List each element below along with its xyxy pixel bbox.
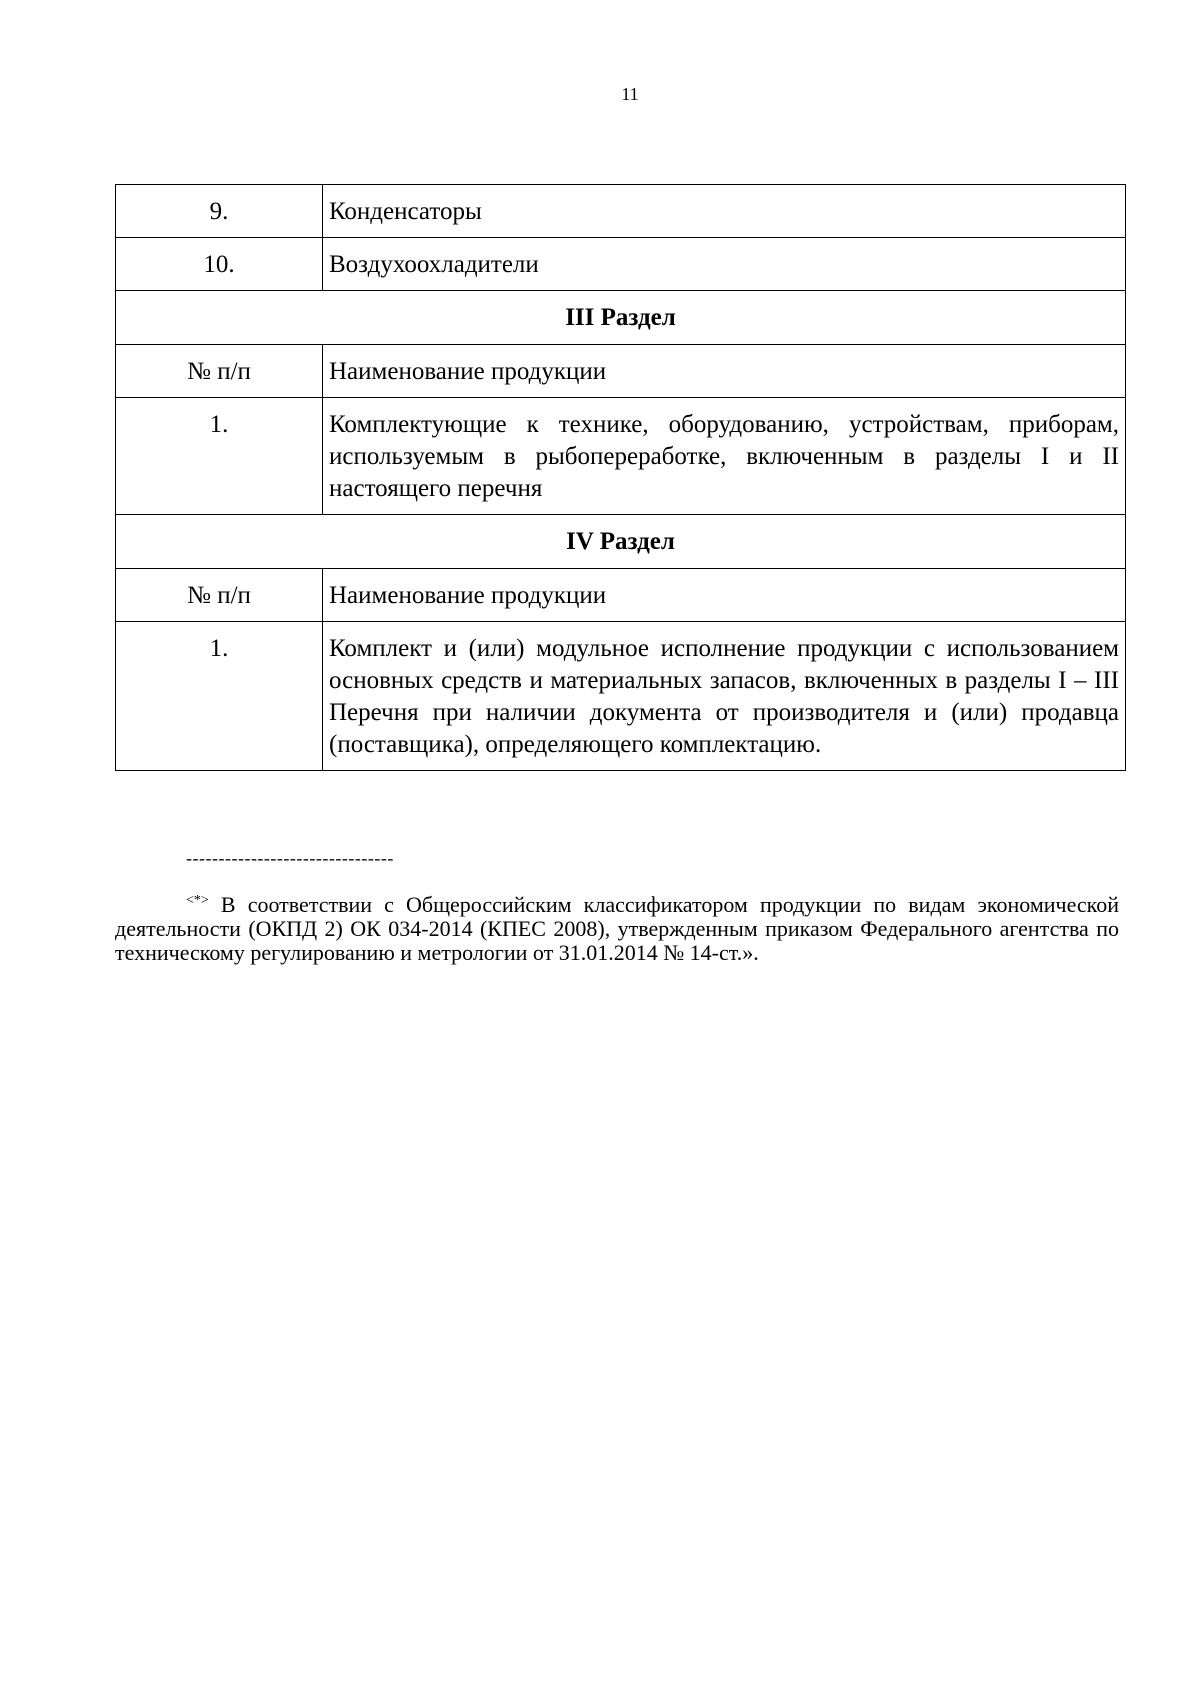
footnote-separator: -------------------------------- — [186, 848, 394, 868]
row-number: 9. — [116, 185, 323, 238]
column-header-number: № п/п — [116, 569, 323, 622]
section-4-heading-row — [116, 515, 1126, 569]
row-number: 1. — [116, 398, 323, 515]
column-header-number: № п/п — [116, 345, 323, 398]
section-3-header-row — [116, 345, 1126, 398]
column-header-name: Наименование продукции — [323, 569, 1126, 622]
column-header-name: Наименование продукции — [323, 345, 1126, 398]
section-4-title: IV Раздел — [116, 515, 1126, 569]
section-3-heading-row — [116, 291, 1126, 345]
page-number: 11 — [621, 84, 639, 104]
footnote-text: В соответствии с Общероссийским классификатором продукции по видам экономической деятельности (ОКПД 2) ОК 034-2014 (КПЕС 2008), утвержденным приказом Федерального агентства по техническому регулированию и метрологии от 31.01.2014 № 14-ст.». — [115, 892, 1119, 965]
table-row — [116, 238, 1126, 291]
footnote-marker: <*> — [186, 893, 209, 908]
section-4-header-row — [116, 569, 1126, 622]
row-text: Конденсаторы — [323, 185, 1126, 238]
table-row — [116, 398, 1126, 515]
row-text: Комплектующие к технике, оборудованию, устройствам, приборам, используемым в рыбопереработке, включенным в разделы I и II настоящего перечня — [323, 398, 1126, 515]
products-table — [115, 184, 1126, 771]
row-number: 1. — [116, 622, 323, 771]
row-text: Воздухоохладители — [323, 238, 1126, 291]
row-text: Комплект и (или) модульное исполнение продукции с использованием основных средств и материальных запасов, включенных в разделы I – III Перечня при наличии документа от производителя и (или) продавца (поставщика), определяющего комплектацию. — [323, 622, 1126, 771]
footnote — [115, 893, 1119, 965]
section-3-title: III Раздел — [116, 291, 1126, 345]
table-row — [116, 185, 1126, 238]
row-number: 10. — [116, 238, 323, 291]
table-row — [116, 622, 1126, 771]
